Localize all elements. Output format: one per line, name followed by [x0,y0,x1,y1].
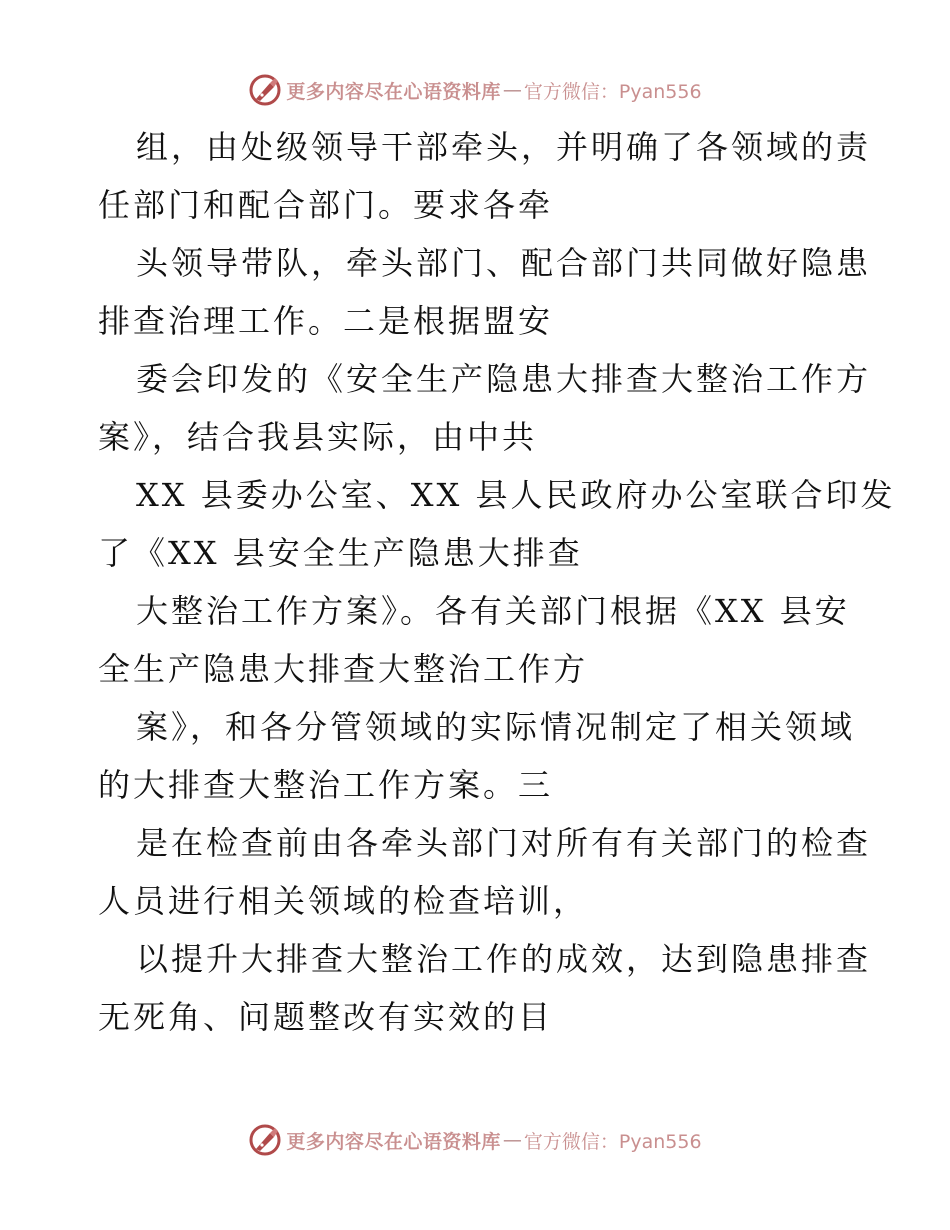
header-banner-separator: — [502,79,522,101]
body-line: 全生产隐患大排查大整治工作方 [98,650,589,688]
footer-banner [0,1120,950,1160]
body-line: 以提升大排查大整治工作的成效，达到隐患排查 [136,940,872,978]
body-line: 委会印发的《安全生产隐患大排查大整治工作方 [136,360,872,398]
body-line: 了《XX 县安全生产隐患大排查 [98,534,583,572]
body-line: 案》，结合我县实际，由中共 [98,418,538,456]
body-line: 的大排查大整治工作方案。三 [98,766,554,804]
footer-banner-main: 更多内容尽在心语资料库 [286,1130,501,1153]
document-body [98,118,896,1046]
body-line: 排查治理工作。二是根据盟安 [98,302,554,340]
pen-nib-logo-icon [248,73,282,107]
footer-banner-separator: — [502,1129,522,1151]
header-banner [0,70,950,110]
body-line: 案》，和各分管领域的实际情况制定了相关领域 [136,708,856,746]
body-line: XX 县委办公室、XX 县人民政府办公室联合印发 [136,476,896,514]
body-line: 任部门和配合部门。要求各牵 [98,186,554,224]
body-line: 组，由处级领导干部牵头，并明确了各领域的责 [136,128,872,166]
body-line: 是在检查前由各牵头部门对所有有关部门的检查 [136,824,872,862]
pen-nib-logo-icon [248,1123,282,1157]
header-banner-contact: 官方微信：Pyan556 [523,80,702,103]
body-line: 头领导带队，牵头部门、配合部门共同做好隐患 [136,244,872,282]
header-banner-main: 更多内容尽在心语资料库 [286,80,501,103]
body-line: 人员进行相关领域的检查培训， [98,882,589,920]
body-line: 无死角、问题整改有实效的目 [98,998,554,1036]
body-line: 大整治工作方案》。各有关部门根据《XX 县安 [136,592,850,630]
footer-banner-contact: 官方微信：Pyan556 [523,1130,702,1153]
